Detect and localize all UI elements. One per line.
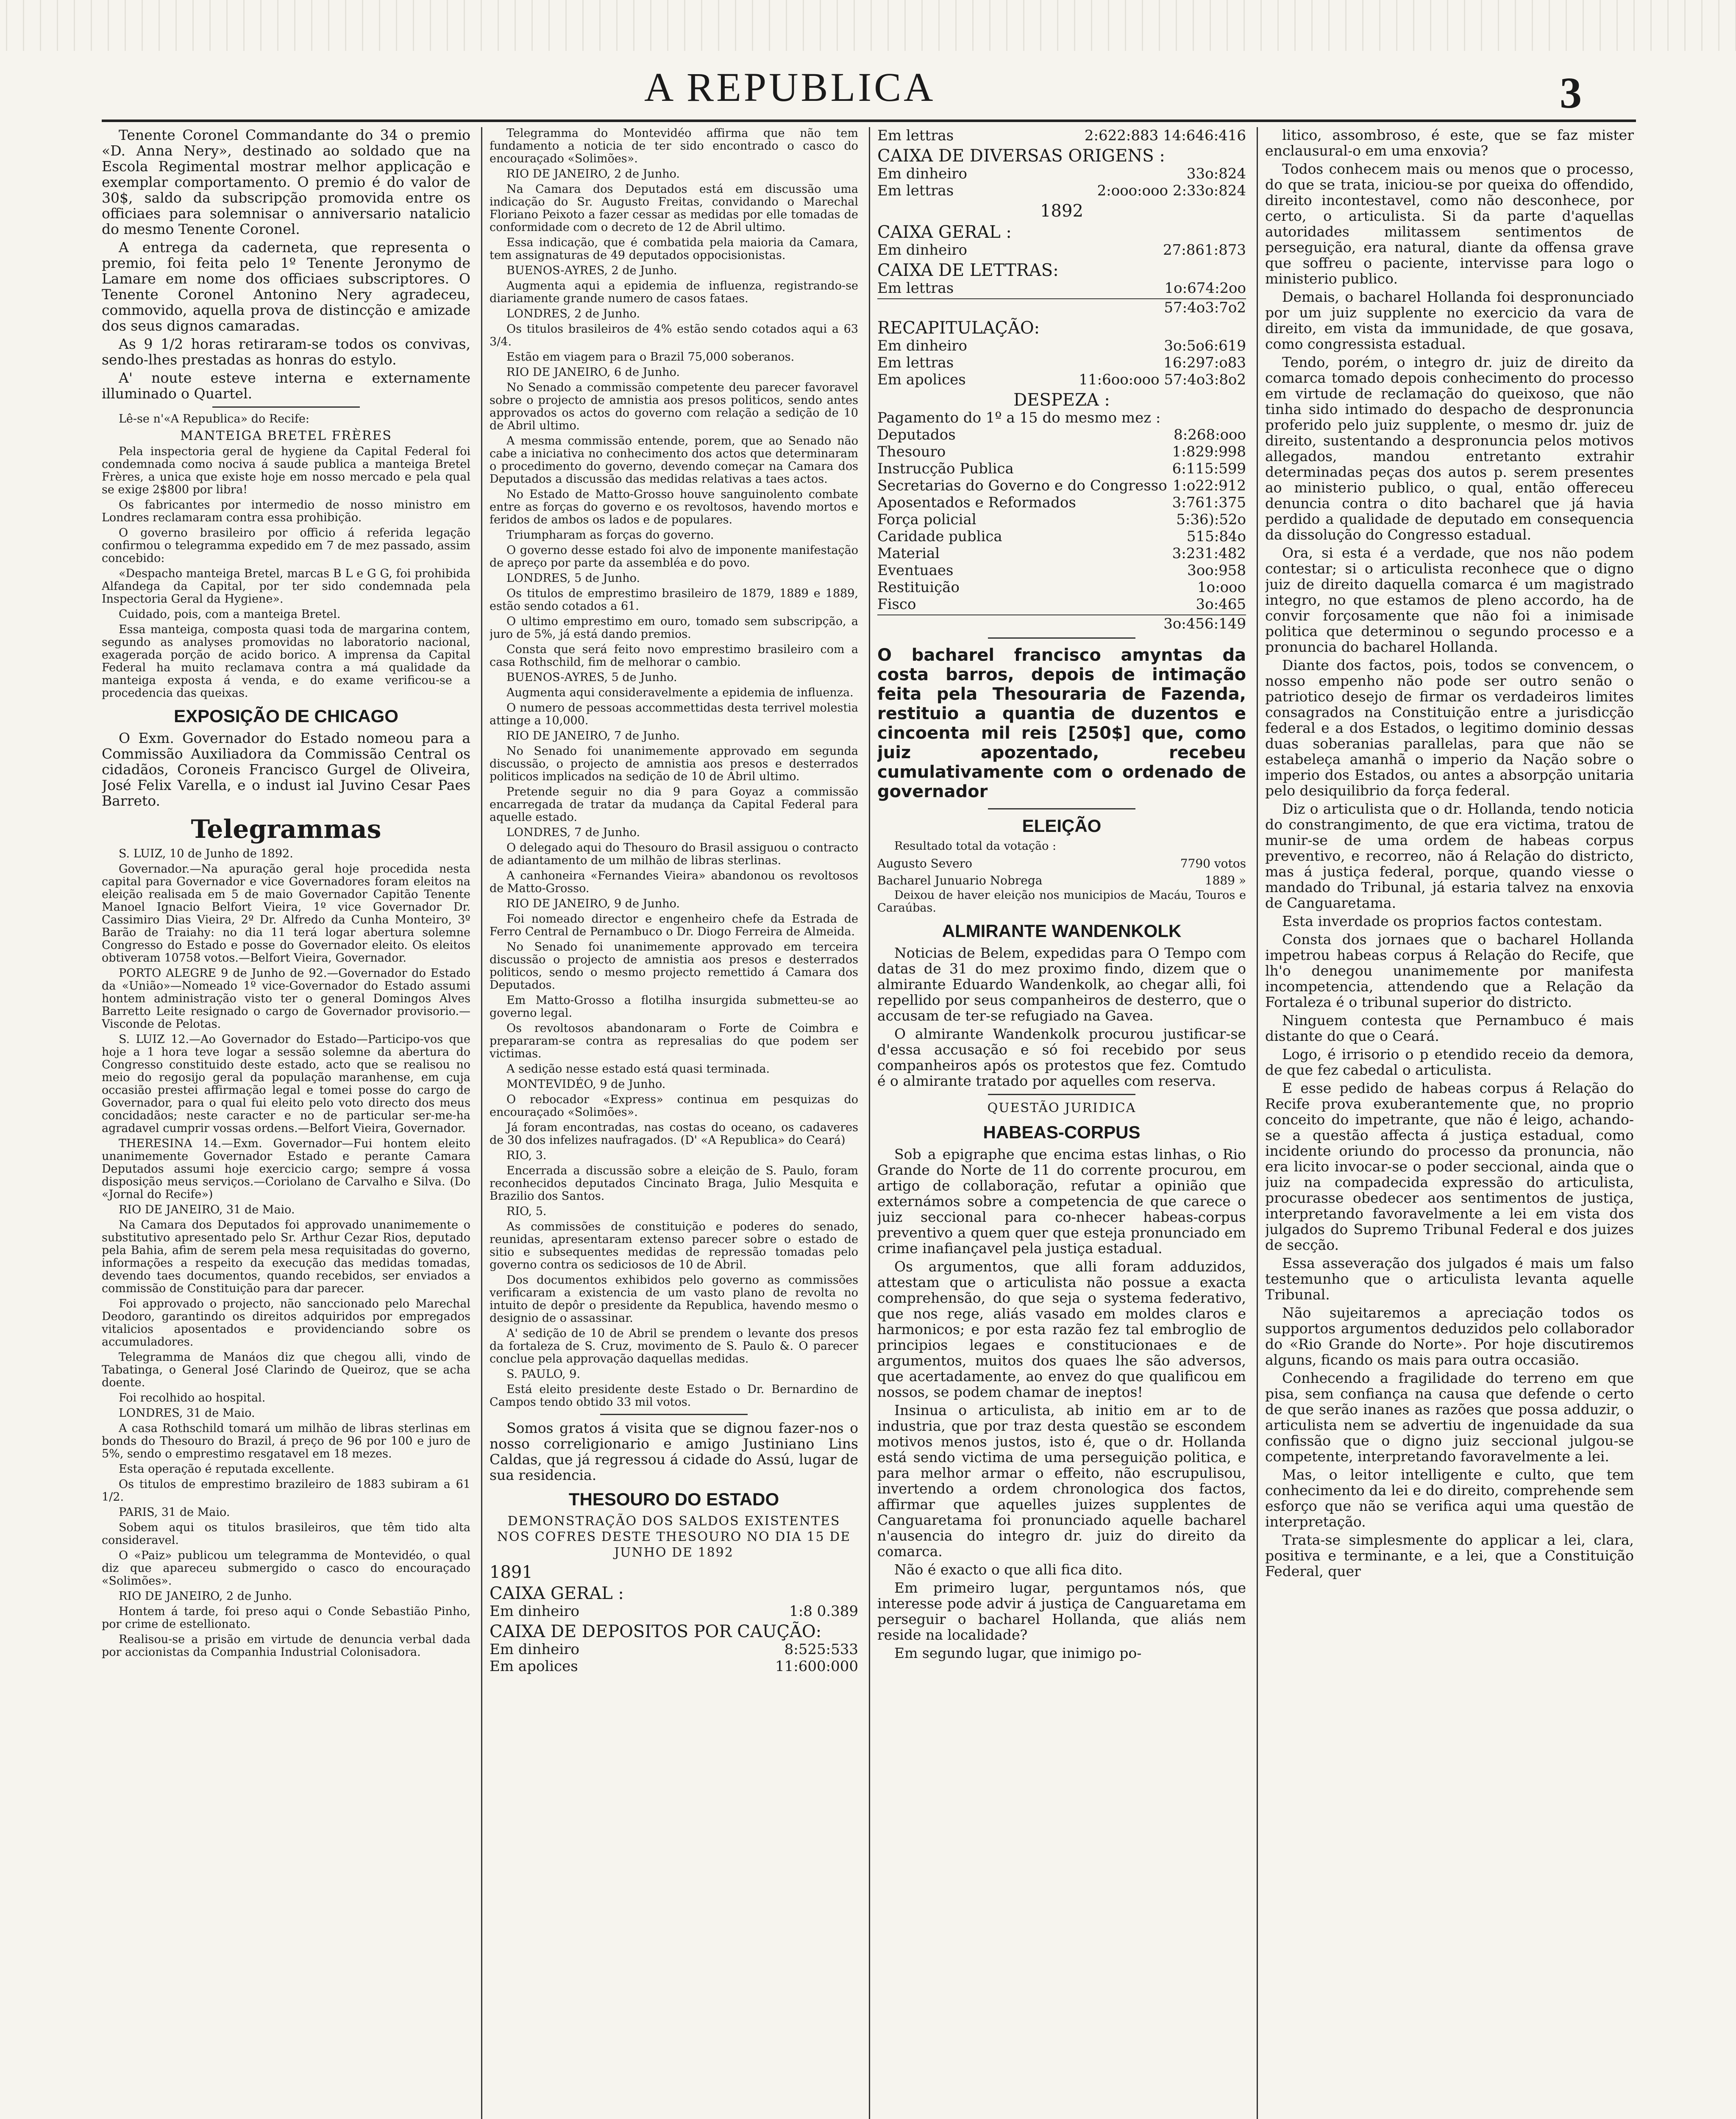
article-paragraph: As 9 1/2 horas retiraram-se todos os convivas, sendo-lhes prestadas as honras do estylo. <box>102 336 470 368</box>
article-paragraph: Insinua o articulista, ab initio em ar to de industria, que por traz desta questão se escondem motivos menos justos, isto é, que o dr. Hollanda está sendo victima de uma perseguição politica, e para melhor armar o effeito, não escrupulisou, invertendo a ordem chronologica dos factos, affirmar que aquelles juizes supplentes de Canguaretama foi pronunciado aquelle bacharel n'ausencia do integro dr. juiz do direito da comarca. <box>877 1402 1246 1560</box>
article-paragraph: Essa manteiga, composta quasi toda de margarina contem, segundo as analyses promovidas no laboratorio nacional, exagerada porção de acido borico. A imprensa da Capital Federal ha muito reclamava contra a má qualidade da manteiga exposta á venda, e do exame verificou-se a procedencia das queixas. <box>102 623 470 700</box>
vote-count: 1889 » <box>1205 873 1246 887</box>
page-header <box>0 0 1736 123</box>
ledger-label: Em dinheiro <box>877 165 968 182</box>
ledger-value: 1:o22:912 <box>1172 477 1246 494</box>
ledger-label: Em lettras <box>877 280 954 297</box>
section-divider <box>212 406 360 408</box>
vote-count: 7790 votos <box>1180 856 1246 870</box>
article-paragraph: E esse pedido de habeas corpus á Relação do Recife prova exuberantemente que, no proprio conceito do impetrante, que não é leigo, achando-se a questão affecta á justiça estadual, como incidente oriundo do processo da pronuncia, não era licito invocar-se o poder seccional, ainda que o juiz na compadecida expressão do articulista, procurasse obedecer aos sentimentos de justiça, interpretando favoravelmente a lei em vista dos julgados do Supremo Tribunal Federal e dos juizes de secção. <box>1265 1080 1634 1253</box>
ledger-label: Força policial <box>877 511 976 528</box>
article-paragraph: Diante dos factos, pois, todos se convencem, o nosso empenho não pode ser outro senão o patriotico desejo de firmar os verdadeiros limites consagrados na Constituição entre a jurisdicção federal e a dos Estados, o legitimo dominio dessas duas soberanias parallelas, para que não se estabeleça amanhã o imperio da Nação sobre o imperio dos Estados, ou antes a absorpção unitaria pelo desiquilibrio da força federal. <box>1265 657 1634 799</box>
ledger-label: Em dinheiro <box>877 337 968 354</box>
section-title-questao: QUESTÃO JURIDICA <box>987 1101 1136 1115</box>
ledger-row <box>877 477 1246 494</box>
ledger-value: 1:8 0.389 <box>789 1603 858 1620</box>
header-rule <box>102 120 1636 122</box>
ledger-value: 2:622:883 14:646:416 <box>1084 127 1246 144</box>
ledger-value: 16:297:o83 <box>1163 354 1246 371</box>
section-title-thesouro: THESOURO DO ESTADO <box>568 1489 779 1509</box>
ledger-row <box>877 443 1246 460</box>
ledger-sum: 3o:456:149 <box>877 615 1246 632</box>
telegram-dateline: RIO DE JANEIRO, 9 de Junho. <box>506 897 680 910</box>
telegram-item: Os revoltosos abandonaram o Forte de Coimbra e prepararam-se contra as represalias do que podem ser victimas. <box>490 1022 858 1060</box>
ledger-label: Pagamento do 1º a 15 do mesmo mez : <box>877 409 1161 426</box>
ledger-sum: 57:4o3:7o2 <box>877 298 1246 316</box>
telegram-dateline: RIO, 5. <box>506 1205 547 1218</box>
telegram-item: O numero de pessoas accommettidas desta terrivel molestia attinge a 10,000. <box>490 701 858 727</box>
telegram-item: O delegado aqui do Thesouro do Brasil assiguou o contracto de adiantamento de um milhão de libras sterlinas. <box>490 841 858 867</box>
article-paragraph: Os fabricantes por intermedio de nosso ministro em Londres reclamaram contra essa prohibição. <box>102 498 470 524</box>
ledger-row <box>490 1603 858 1620</box>
telegram-item: Augmenta aqui a epidemia de influenza, registrando-se diariamente grande numero de casos fataes. <box>490 279 858 305</box>
ledger-row <box>877 460 1246 477</box>
section-subtitle-habeas: HABEAS-CORPUS <box>983 1122 1141 1142</box>
ledger-table <box>490 1563 858 1675</box>
article-paragraph: Não é exacto o que alli fica dito. <box>894 1561 1123 1578</box>
telegram-item: Em Matto-Grosso a flotilha insurgida submetteu-se ao governo legal. <box>490 994 858 1020</box>
ledger-row <box>877 596 1246 613</box>
ledger-row <box>877 371 1246 388</box>
ledger-section: CAIXA DE DEPOSITOS POR CAUÇÃO: <box>490 1622 822 1641</box>
telegram-dateline: S. PAULO, 9. <box>506 1368 581 1381</box>
telegram-item: A sedição nesse estado está quasi terminada. <box>506 1062 770 1076</box>
article-paragraph: Consta dos jornaes que o bacharel Hollanda impetrou habeas corpus á Relação do Recife, que lh'o denegou unanimemente por manifesta incompetencia, attendendo que a Relação da Fortaleza é o tribunal superior do districto. <box>1265 931 1634 1010</box>
article-paragraph: Essa asseveração dos julgados é mais um falso testemunho que o articulista levanta aquelle Tribunal. <box>1265 1255 1634 1303</box>
article-paragraph: Sob a epigraphe que encima estas linhas, o Rio Grande do Norte de 11 do corrente procurou, em artigo de collaboração, refutar a opinião que externámos sobre a competencia de que carece o juiz seccional para co-nhecer habeas-corpus preventivo a quem quer que esteja pronunciado em crime inafiançavel pela justiça estadual. <box>877 1146 1246 1257</box>
ledger-label: Thesouro <box>877 443 946 460</box>
newspaper-columns <box>102 127 1636 2119</box>
telegram-item: Foi approvado o projecto, não sanccionado pelo Marechal Deodoro, garantindo os direitos adquiridos por empregados vitalicios aposentados e providenciando sobre os accumuladores. <box>102 1297 470 1349</box>
article-paragraph: Deixou de haver eleição nos municipios de Macáu, Touros e Caraúbas. <box>877 889 1246 915</box>
telegram-item: O governo desse estado foi alvo de imponente manifestação de apreço por parte da assembléa e do povo. <box>490 544 858 570</box>
article-paragraph: Todos conhecem mais ou menos que o processo, do que se trata, iniciou-se por queixa do offendido, direito incontestavel, como não desconhece, por certo, o articulista. Si da parte d'aquellas autoridades militassem sentimentos de perseguição, era natural, diante da offensa grave que soffreu o paciente, intervisse para logo o ministerio publico. <box>1265 161 1634 287</box>
section-subtitle-thesouro: DEMONSTRAÇÃO DOS SALDOS EXISTENTES NOS COFRES DESTE THESOURO NO DIA 15 DE JUNHO DE 1892 <box>497 1514 851 1560</box>
vote-table <box>877 855 1246 889</box>
ledger-year: 1891 <box>490 1563 533 1582</box>
ledger-value: 5:36):52o <box>1176 511 1246 528</box>
article-paragraph: Mas, o leitor intelligente e culto, que tem conhecimento da lei e do direito, comprehende sem esforço que não se verifica aqui uma questão de interpretação. <box>1265 1466 1634 1530</box>
telegram-dateline: PARIS, 31 de Maio. <box>119 1506 230 1519</box>
ledger-label: Em apolices <box>877 371 966 388</box>
telegram-item: Já foram encontradas, nas costas do oceano, os cadaveres de 30 dos infelizes naufragados. (D' «A Republica» do Ceará) <box>490 1121 858 1147</box>
ledger-row <box>490 1658 858 1675</box>
telegram-item: THERESINA 14.—Exm. Governador—Fui hontem eleito unanimemente Governador Estado e perante Camara Deputados assumi hoje exercicio cargo; sempre á vossa disposição meus serviços.—Coriolano de Carvalho e Silva. (Do «Jornal do Recife») <box>102 1137 470 1201</box>
section-title-chicago: EXPOSIÇÃO DE CHICAGO <box>174 706 398 726</box>
vote-row <box>877 872 1246 889</box>
telegram-item: No Senado a commissão competente deu parecer favoravel sobre o projecto de amnistia aos presos politicos, sendo antes approvados os actos do governo com relação a sedição de 10 de Abril ultimo. <box>490 381 858 432</box>
column-1 <box>102 127 470 2119</box>
telegram-item: Na Camara dos Deputados está em discussão uma indicação do Sr. Augusto Freitas, convidando o Marechal Floriano Peixoto a fazer cessar as medidas por elle tomadas de conformidade com o decreto de 12 de Abril ultimo. <box>490 183 858 234</box>
telegram-item: Sobem aqui os titulos brasileiros, que têm tido alta consideravel. <box>102 1521 470 1547</box>
ledger-value: 3o:465 <box>1196 596 1246 613</box>
telegram-item: No Senado foi unanimemente approvado em terceira discussão o projecto de amnistia aos presos e desterrados politicos, sendo o mesmo projecto remettido á Camara dos Deputados. <box>490 940 858 992</box>
telegram-item: Realisou-se a prisão em virtude de denuncia verbal dada por accionistas da Companhia Industrial Colonisadora. <box>102 1633 470 1659</box>
telegram-item: O rebocador «Express» continua em pesquizas do encouraçado «Solimões». <box>490 1093 858 1119</box>
section-title-bretel: MANTEIGA BRETEL FRÈRES <box>180 428 392 443</box>
vote-candidate: Bacharel Junuario Nobrega <box>877 873 1043 887</box>
article-paragraph: A entrega da caderneta, que representa o premio, foi feita pelo 1º Tenente Jeronymo de Lamare em nome dos officiaes subscriptores. O Tenente Coronel Antonino Nery agradeceu, commovido, aquella prova de distincção e amizade dos seus dignos camaradas. <box>102 239 470 334</box>
ledger-value: 1o:674:2oo <box>1164 280 1246 297</box>
telegram-dateline: RIO DE JANEIRO, 2 de Junho. <box>506 167 680 181</box>
article-paragraph: Conhecendo a fragilidade do terreno em que pisa, sem confiança na causa que defende o certo de que serão inanes as razões que possa adduzir, o articulista nem se advertiu de ingenuidade da sua confissão que o digno juiz seccional julgou-se competente, interpretando favoravelmente a lei. <box>1265 1370 1634 1465</box>
telegram-item: Hontem á tarde, foi preso aqui o Conde Sebastião Pinho, por crime de estellionato. <box>102 1605 470 1631</box>
telegram-item: O ultimo emprestimo em ouro, tomado sem subscripção, a juro de 5%, já está dando premios. <box>490 615 858 641</box>
section-title-wandenkolk: ALMIRANTE WANDENKOLK <box>942 921 1182 941</box>
ledger-value: 8:525:533 <box>784 1641 858 1658</box>
telegram-item: Consta que será feito novo emprestimo brasileiro com a casa Rothschild, fim de melhorar o cambio. <box>490 643 858 669</box>
telegram-item: Os titulos de emprestimo brasileiro de 1879, 1889 e 1889, estão sendo cotados a 61. <box>490 587 858 613</box>
telegram-item: Pretende seguir no dia 9 para Goyaz a commissão encarregada de tratar da mudança da Capital Federal para aquelle estado. <box>490 785 858 824</box>
ledger-value: 2:ooo:ooo 2:33o:824 <box>1097 182 1246 199</box>
telegram-dateline: S. LUIZ, 10 de Junho de 1892. <box>119 847 293 860</box>
article-paragraph: Os argumentos, que alli foram adduzidos, attestam que o articulista não possue a exacta comprehensão, do que seja o systema federativo, que nos rege, aliás vasado em moldes claros e harmonicos; e por esta razão fez tal embroglio de principios legaes e constitucionaes e de argumentos, muitos dos quaes lhe são adversos, que acertadamente, ao envez do que qualificou em nossos, se podem chamar de ineptos! <box>877 1258 1246 1400</box>
telegram-item: Telegramma do Montevidéo affirma que não tem fundamento a noticia de ter sido encontrado o casco do encouraçado «Solimões». <box>490 127 858 165</box>
ledger-row <box>877 426 1246 443</box>
ledger-label: Em lettras <box>877 182 954 199</box>
ledger-row <box>877 354 1246 371</box>
telegram-dateline: BUENOS-AYRES, 5 de Junho. <box>506 671 677 684</box>
telegram-dateline: BUENOS-AYRES, 2 de Junho. <box>506 264 677 277</box>
page-number: 3 <box>1560 69 1582 117</box>
ledger-row <box>877 545 1246 562</box>
telegram-item: Na Camara dos Deputados foi approvado unanimemente o substitutivo apresentado pelo Sr. Arthur Cezar Rios, deputado pela Bahia, afim de serem pela mesa requisitadas do governo, informações a respeito da execução das medidas tomadas, devendo taes documentos, quando recebidos, ser enviados a commissão de Constituição para dar parecer. <box>102 1218 470 1295</box>
article-paragraph: Resultado total da votação : <box>894 840 1057 853</box>
article-paragraph: Em primeiro lugar, perguntamos nós, que interesse pode advir á justiça de Canguaretama em perseguir o bacharel Hollanda, que aliás nem reside na localidade? <box>877 1580 1246 1643</box>
column-4 <box>1265 127 1634 2119</box>
article-paragraph: Diz o articulista que o dr. Hollanda, tendo noticia do constrangimento, de que era victima, tratou de munir-se de uma ordem de habeas corpus preventivo, e recorreo, não á Relação do districto, mas á justiça federal, porque, quando viesse o mandado do Tribunal, já estaria talvez na enxovia de Canguaretama. <box>1265 801 1634 911</box>
scan-speckle <box>0 0 1736 51</box>
vote-candidate: Augusto Severo <box>877 856 972 870</box>
article-paragraph: Em segundo lugar, que inimigo po- <box>894 1645 1142 1661</box>
ledger-row <box>877 494 1246 511</box>
article-paragraph: O almirante Wandenkolk procurou justificar-se d'essa accusação e só foi recebido por seus companheiros após os protestos que fez. Comtudo é o almirante tratado por aquelles com reserva. <box>877 1026 1246 1089</box>
column-rule <box>481 127 482 2119</box>
section-divider <box>988 808 1135 809</box>
ledger-value: 1:829:998 <box>1172 443 1246 460</box>
telegram-item: Os titulos brasileiros de 4% estão sendo cotados aqui a 63 3/4. <box>490 323 858 348</box>
column-rule <box>1257 127 1258 2119</box>
ledger-row <box>877 579 1246 596</box>
telegram-item: No Senado foi unanimemente approvado em segunda discussão, o projecto de amnistia aos presos e desterrados politicos implicados na sedição de 10 de Abril ultimo. <box>490 745 858 783</box>
ledger-table <box>877 127 1246 632</box>
article-paragraph: O governo brasileiro por officio á referida legação confirmou o telegramma expedido em 7 de mez passado, assim concebido: <box>102 526 470 565</box>
ledger-row <box>877 280 1246 297</box>
telegram-item: Encerrada a discussão sobre a eleição de S. Paulo, foram reconhecidos deputados Cincinato Braga, Julio Mesquita e Brazilio dos Santos. <box>490 1164 858 1203</box>
ledger-value: 33o:824 <box>1186 165 1246 182</box>
telegram-item: Os titulos de emprestimo brazileiro de 1883 subiram a 61 1/2. <box>102 1478 470 1504</box>
telegram-dateline: RIO DE JANEIRO, 7 de Junho. <box>506 729 680 742</box>
article-paragraph: Ora, si esta é a verdade, que nos não podem contestar; si o articulista reconhece que o digno juiz de direito daquella comarca é um magistrado integro, no que estamos de pleno accordo, ha de convir forçosamente que não foi a inimisade politica que determinou o segundo processo e a pronuncia do bacharel Hollanda. <box>1265 545 1634 655</box>
ledger-row <box>877 182 1246 199</box>
ledger-label: Restituição <box>877 579 960 596</box>
section-title-eleicao: ELEIÇÃO <box>1022 816 1102 836</box>
ledger-row <box>877 409 1246 426</box>
masthead: A REPUBLICA <box>644 64 936 110</box>
telegram-item: Essa indicação, que é combatida pela maioria da Camara, tem assignaturas de 49 deputados oppocisionistas. <box>490 236 858 262</box>
ledger-section: CAIXA DE DIVERSAS ORIGENS : <box>877 146 1165 166</box>
ledger-label: Material <box>877 545 940 562</box>
ledger-value: 3:761:375 <box>1172 494 1246 511</box>
article-paragraph: Ninguem contesta que Pernambuco é mais distante do que o Ceará. <box>1265 1012 1634 1044</box>
telegram-item: Esta operação é reputada excellente. <box>119 1463 335 1476</box>
ledger-value: 8:268:ooo <box>1174 426 1246 443</box>
ledger-label: Aposentados e Reformados <box>877 494 1076 511</box>
column-3 <box>877 127 1246 2119</box>
ledger-value: 6:115:599 <box>1172 460 1246 477</box>
telegram-item: Está eleito presidente deste Estado o Dr. Bernardino de Campos tendo obtido 33 mil votos. <box>490 1383 858 1409</box>
telegram-item: Triumpharam as forças do governo. <box>506 528 714 542</box>
ledger-label: Fisco <box>877 596 916 613</box>
ledger-label: Em lettras <box>877 354 954 371</box>
telegram-dateline: MONTEVIDÉO, 9 de Junho. <box>506 1078 666 1091</box>
ledger-label: Eventuaes <box>877 562 954 579</box>
telegram-dateline: RIO DE JANEIRO, 6 de Junho. <box>506 366 680 379</box>
ledger-value: 1o:ooo <box>1197 579 1246 596</box>
ledger-label: Deputados <box>877 426 956 443</box>
article-paragraph: Logo, é irrisorio o p etendido receio da demora, de que fez cabedal o articulista. <box>1265 1046 1634 1078</box>
ledger-row <box>877 528 1246 545</box>
ledger-label: Instrucção Publica <box>877 460 1014 477</box>
section-divider <box>988 1094 1135 1095</box>
ledger-row <box>877 242 1246 259</box>
ledger-year: 1892 <box>1040 201 1083 221</box>
ledger-row <box>877 127 1246 144</box>
section-divider <box>988 637 1135 639</box>
telegram-dateline: RIO DE JANEIRO, 2 de Junho. <box>119 1590 292 1603</box>
article-intro: Lê-se n'«A Republica» do Recife: <box>119 412 309 425</box>
telegram-dateline: RIO DE JANEIRO, 31 de Maio. <box>119 1203 295 1216</box>
ledger-value: 11:6oo:ooo 57:4o3:8o2 <box>1079 371 1246 388</box>
telegram-item: A mesma commissão entende, porem, que ao Senado não cabe a iniciativa no conhecimento dos actos que determinaram o procedimento do governo, devendo começar na Camara dos Deputados a discussão das medidas relativas a taes actos. <box>490 434 858 486</box>
ledger-value: 11:600:000 <box>775 1658 858 1675</box>
telegram-item: Augmenta aqui consideravelmente a epidemia de influenza. <box>506 686 854 699</box>
telegram-item: O «Paiz» publicou um telegramma de Montevidéo, o qual diz que apareceu submergido o casco do encouraçado «Solimões». <box>102 1549 470 1588</box>
telegram-item: S. LUIZ 12.—Ao Governador do Estado—Participo-vos que hoje a 1 hora teve logar a sessão solemne da abertura do Congresso constituido deste estado, acto que se realisou no meio do regosijo geral da população maranhense, em cuja occasião prestei affirmação legal e tomei posse do cargo de Governador, para o qual fui eleito pelo voto directo dos meus concidadãos; neste caracter e no de particular ser-me-ha agradavel cumprir vossas ordens.—Belfort Vieira, Governador. <box>102 1033 470 1135</box>
article-paragraph: Tenente Coronel Commandante do 34 o premio «D. Anna Nery», destinado ao soldado que na Escola Regimental mostrar melhor applicação e exemplar comportamento. O premio é do valor de 30$, saldo da subscripção promovida entre os officiaes para solemnisar o anniversario natalicio do mesmo Tenente Coronel. <box>102 127 470 237</box>
article-paragraph: Esta inverdade os proprios factos contestam. <box>1282 913 1602 929</box>
ledger-section: RECAPITULAÇÃO: <box>877 318 1040 338</box>
section-title-telegrammas: Telegrammas <box>191 815 381 844</box>
article-paragraph: litico, assombroso, é este, que se faz mister enclausural-o em uma enxovia? <box>1265 127 1634 159</box>
ledger-label: Em lettras <box>877 127 954 144</box>
ledger-label: Em dinheiro <box>490 1603 580 1620</box>
section-divider <box>600 1414 748 1415</box>
article-paragraph: Trata-se simplesmente do applicar a lei, clara, positiva e terminante, e a lei, que a Constituição Federal, quer <box>1265 1532 1634 1580</box>
telegram-item: Telegramma de Manáos diz que chegou alli, vindo de Tabatinga, o General José Clarindo de Queiroz, que se acha doente. <box>102 1351 470 1389</box>
article-paragraph: Somos gratos á visita que se dignou fazer-nos o nosso correligionario e amigo Justiniano Lins Caldas, que já regressou á cidade do Assú, lugar de sua residencia. <box>490 1420 858 1483</box>
bold-notice: O bacharel francisco amyntas da costa barros, depois de intimação feita pela Thesouraria de Fazenda, restituio a quantia de duzentos e cincoenta mil reis [250$] que, como juiz apozentado, recebeu cumulativamente com o ordenado de governador <box>877 645 1246 801</box>
telegram-item: Dos documentos exhibidos pelo governo as commissões verificaram a existencia de um vasto plano de revolta no intuito de depôr o presidente da Republica, havendo mesmo o designio de o assassinar. <box>490 1274 858 1325</box>
ledger-row <box>877 337 1246 354</box>
telegram-dateline: LONDRES, 31 de Maio. <box>119 1407 255 1420</box>
telegram-dateline: RIO, 3. <box>506 1149 547 1162</box>
ledger-row <box>877 562 1246 579</box>
article-paragraph: Cuidado, pois, com a manteiga Bretel. <box>119 608 341 621</box>
article-paragraph: Pela inspectoria geral de hygiene da Capital Federal foi condemnada como nociva á saude publica a manteiga Bretel Frères, a unica que existe hoje em nosso mercado e pela qual se exige 2$800 por libra! <box>102 445 470 496</box>
telegram-dateline: LONDRES, 7 de Junho. <box>506 826 640 839</box>
ledger-label: Em dinheiro <box>490 1641 580 1658</box>
ledger-value: 515:84o <box>1186 528 1246 545</box>
telegram-item: Estão em viagem para o Brazil 75,000 soberanos. <box>506 350 795 364</box>
article-paragraph: Noticias de Belem, expedidas para O Tempo com datas de 31 do mez proximo findo, dizem que o almirante Eduardo Wandenkolk, ao chegar alli, foi repellido por seus companheiros de desterro, que o accusam de ter-se refugiado na Gavea. <box>877 945 1246 1024</box>
article-paragraph: A' noute esteve interna e externamente illuminado o Quartel. <box>102 370 470 402</box>
ledger-section: DESPEZA : <box>1013 390 1110 410</box>
ledger-value: 3o:5o6:619 <box>1164 337 1246 354</box>
telegram-item: Foi nomeado director e engenheiro chefe da Estrada de Ferro Central de Pernambuco o Dr. Diogo Ferreira de Almeida. <box>490 912 858 938</box>
telegram-item: PORTO ALEGRE 9 de Junho de 92.—Governador do Estado da «União»—Nomeado 1º vice-Governador do Estado assumi hontem administração visto ter o general Domingos Alves Barretto Leite resignado o cargo de Governador provisorio.—Visconde de Pelotas. <box>102 967 470 1031</box>
ledger-row <box>877 511 1246 528</box>
ledger-label: Em apolices <box>490 1658 578 1675</box>
article-paragraph: Demais, o bacharel Hollanda foi despronunciado por um juiz supplente no exercicio da vara de direito, em vista da immunidade, de que gosava, como congressista estadual. <box>1265 289 1634 352</box>
telegram-dateline: LONDRES, 2 de Junho. <box>506 307 640 320</box>
telegram-dateline: LONDRES, 5 de Junho. <box>506 572 640 585</box>
article-paragraph: «Despacho manteiga Bretel, marcas B L e G G, foi prohibida Alfandega da Capital, por ter sido condemnada pela Inspectoria Geral da Hygiene». <box>102 567 470 606</box>
telegram-item: No Estado de Matto-Grosso houve sanguinolento combate entre as forças do governo e os revoltosos, havendo mortos e feridos de ambos os lados e de populares. <box>490 488 858 526</box>
column-2 <box>490 127 858 2119</box>
ledger-section: CAIXA GERAL : <box>490 1584 624 1603</box>
telegram-item: A casa Rothschild tomará um milhão de libras sterlinas em bonds do Thesouro do Brazil, á preço de 96 por 100 e juro de 5%, sendo o emprestimo resgatavel em 18 mezes. <box>102 1422 470 1460</box>
ledger-section: CAIXA DE LETTRAS: <box>877 261 1059 280</box>
telegram-item: A' sedição de 10 de Abril se prendem o levante dos presos da fortaleza de S. Cruz, movimento de S. Paulo &. O parecer conclue pela approvação daquellas medidas. <box>490 1327 858 1365</box>
article-paragraph: Tendo, porém, o integro dr. juiz de direito da comarca tomado depois conhecimento do processo em virtude de reclamação do queixoso, que não tinha sido intimado do despacho de despronuncia proferido pelo juiz supplente, o mesmo dr. juiz de direito, sustentando a despronuncia pelos motivos allegados, mandou entretanto extrahir determinadas peças dos autos p. serem presentes ao ministerio publico, o qual, então offereceu denuncia contra o dito bacharel que já havia perdido a qualidade de deputado em consequencia da dissolução do Congresso estadual. <box>1265 354 1634 543</box>
telegram-item: Foi recolhido ao hospital. <box>119 1391 266 1404</box>
vote-row <box>877 855 1246 872</box>
telegram-item: As commissões de constituição e poderes do senado, reunidas, apresentaram extenso parecer sobre o estado de sitio e subsequentes medidas de repressão tomadas pelo governo contra os sediciosos de 10 de Abril. <box>490 1220 858 1271</box>
ledger-value: 3oo:958 <box>1187 562 1246 579</box>
ledger-value: 27:861:873 <box>1163 242 1246 259</box>
ledger-section: CAIXA GERAL : <box>877 222 1012 242</box>
ledger-label: Caridade publica <box>877 528 1002 545</box>
telegram-item: A canhoneira «Fernandes Vieira» abandonou os revoltosos de Matto-Grosso. <box>490 869 858 895</box>
ledger-label: Secretarias do Governo e do Congresso <box>877 477 1167 494</box>
article-paragraph: Não sujeitaremos a apreciação todos os supportos argumentos deduzidos pelo collaborador do «Rio Grande do Norte». Por hoje discutiremos alguns, ficando os mais para outra occasião. <box>1265 1304 1634 1368</box>
article-paragraph: O Exm. Governador do Estado nomeou para a Commissão Auxiliadora da Commissão Central os cidadãos, Coroneis Francisco Gurgel de Oliveira, José Felix Varella, e o indust ial Juvino Cesar Paes Barreto. <box>102 730 470 809</box>
ledger-value: 3:231:482 <box>1172 545 1246 562</box>
telegram-item: Governador.—Na apuração geral hoje procedida nesta capital para Governador e vice Governadores foram eleitos na eleição realisada em 5 de maio Governador Capitão Tenente Manoel Ignacio Belfort Vieira, 1º vice Governador Dr. Cassimiro Dias Vieira, 2º Dr. Alfredo da Cunha Monteiro, 3º Barão de Traiahy: no dia 11 terá logar abertura solemne Congresso do Estado e posse do Governador eleito. Os eleitos obtiveram 10758 votos.—Belfort Vieira, Governador. <box>102 862 470 965</box>
ledger-label: Em dinheiro <box>877 242 968 259</box>
ledger-row <box>490 1641 858 1658</box>
ledger-row <box>877 165 1246 182</box>
column-rule <box>869 127 870 2119</box>
